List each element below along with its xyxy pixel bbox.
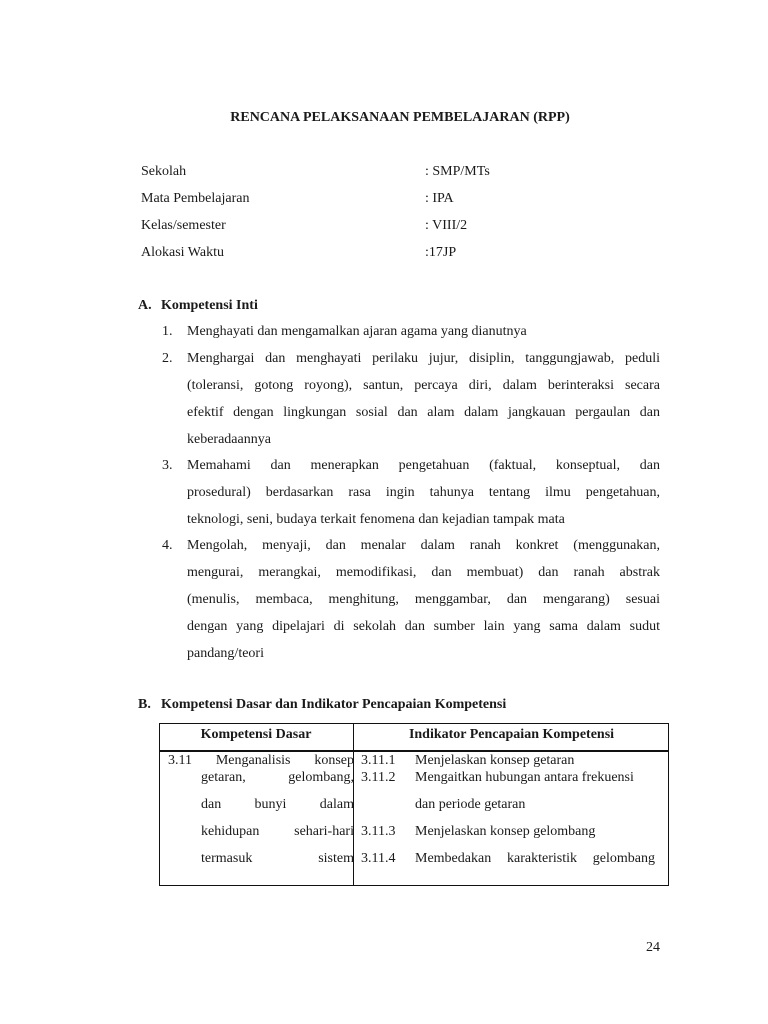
section-title: Kompetensi Dasar dan Indikator Pencapaian Kompetensi: [161, 697, 507, 712]
identity-label: Mata Pembelajaran: [141, 191, 250, 206]
list-item-line: efektif dengan lingkungan sosial dan alam dalam jangkauan pergaulan dan: [187, 405, 660, 420]
list-number: 4.: [162, 538, 173, 553]
identity-row-school: [141, 164, 681, 184]
identity-row-subject: [141, 191, 681, 211]
identity-value: :17JP: [425, 245, 457, 260]
page-number: 24: [646, 940, 660, 955]
list-item-line: teknologi, seni, budaya terkait fenomena dan kejadian tampak mata: [187, 512, 565, 527]
list-item-line: Menghayati dan mengamalkan ajaran agama yang dianutnya: [187, 324, 527, 339]
identity-label: Alokasi Waktu: [141, 245, 224, 260]
indicator-number: 3.11.1: [361, 753, 396, 768]
section-b-heading: [138, 697, 506, 713]
indicator-text: dan periode getaran: [415, 797, 526, 812]
identity-label: Sekolah: [141, 164, 187, 179]
list-item-line: Memahami dan menerapkan pengetahuan (faktual, konseptual, dan: [187, 458, 660, 473]
list-item-line: Mengolah, menyaji, dan menalar dalam ranah konkret (menggunakan,: [187, 538, 660, 553]
kd-text-line: termasuk sistem: [201, 851, 354, 866]
list-item-line: (menulis, membaca, menghitung, menggambar, dan mengarang) sesuai: [187, 592, 660, 607]
identity-value: : VIII/2: [425, 218, 468, 233]
kd-text-line: kehidupan sehari-hari: [201, 824, 354, 839]
table-header-divider: [159, 750, 669, 752]
list-item-line: keberadaannya: [187, 432, 271, 447]
identity-row-time: [141, 245, 681, 265]
indicator-text: Menjelaskan konsep gelombang: [415, 824, 596, 839]
identity-row-class: [141, 218, 681, 238]
section-letter: A.: [138, 298, 152, 313]
list-number: 1.: [162, 324, 173, 339]
section-letter: B.: [138, 697, 151, 712]
indicator-number: 3.11.2: [361, 770, 396, 785]
indicator-number: 3.11.3: [361, 824, 396, 839]
list-item-line: mengurai, merangkai, memodifikasi, dan membuat) dan ranah abstrak: [187, 565, 660, 580]
kd-text-line: dan bunyi dalam: [201, 797, 354, 812]
indicator-text: Mengaitkan hubungan antara frekuensi: [415, 770, 634, 785]
kd-text-line: getaran, gelombang,: [201, 770, 354, 785]
list-item-line: (toleransi, gotong royong), santun, percaya diri, dalam berinteraksi secara: [187, 378, 660, 393]
identity-value: : SMP/MTs: [425, 164, 490, 179]
section-title: Kompetensi Inti: [161, 298, 258, 313]
identity-value: : IPA: [425, 191, 454, 206]
list-number: 3.: [162, 458, 173, 473]
page-title: RENCANA PELAKSANAAN PEMBELAJARAN (RPP): [230, 110, 570, 125]
indicator-text: Menjelaskan konsep getaran: [415, 753, 575, 768]
list-item-line: dengan yang dipelajari di sekolah dan sumber lain yang sama dalam sudut: [187, 619, 660, 634]
identity-label: Kelas/semester: [141, 218, 226, 233]
indicator-number: 3.11.4: [361, 851, 396, 866]
table-header-kd: Kompetensi Dasar: [200, 727, 312, 742]
section-a-heading: [138, 298, 258, 314]
list-item-line: prosedural) berdasarkan rasa ingin tahunya tentang ilmu pengetahuan,: [187, 485, 660, 500]
list-item-line: Menghargai dan menghayati perilaku jujur, disiplin, tanggungjawab, peduli: [187, 351, 660, 366]
kd-text-line: 3.11 Menganalisis konsep: [168, 753, 354, 768]
indicator-text: Membedakan karakteristik gelombang: [415, 851, 655, 866]
list-number: 2.: [162, 351, 173, 366]
table-header-ipk: Indikator Pencapaian Kompetensi: [408, 727, 615, 742]
list-item-line: pandang/teori: [187, 646, 264, 661]
competency-table: [159, 723, 669, 886]
